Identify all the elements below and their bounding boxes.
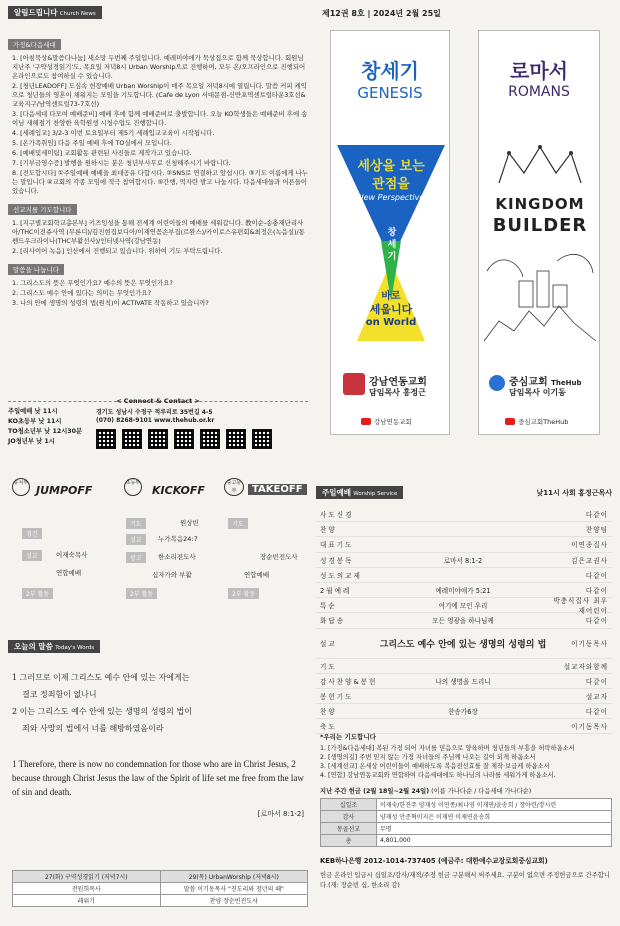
- worship-time: 낮11시 사회 홍정근목사: [536, 488, 612, 497]
- romans-builder: BUILDER: [492, 215, 588, 236]
- worship-item-leader: 다같이: [585, 708, 608, 717]
- worship-row: [316, 689, 612, 704]
- kids-label: 2부 활동: [228, 588, 259, 599]
- todays-words: [8, 640, 308, 819]
- issue-info: 제12권 8호 | 2024년 2월 25일: [322, 9, 441, 18]
- kids-take-title: 연합예배: [244, 571, 270, 579]
- kids-take-preacher: 장순빈전도사: [260, 553, 298, 561]
- romans-kingdom: KINGDOM: [495, 195, 585, 213]
- schedule-item: JO청년부 낮 1시: [8, 438, 55, 445]
- kids-label: 광고: [126, 552, 146, 563]
- worship-item-label: 성경봉독: [320, 556, 354, 565]
- worship-item-label: 봉헌기도: [320, 692, 354, 701]
- schedule-item: 주일예배 낮 11시: [8, 408, 58, 415]
- kids-label: 경건: [22, 528, 42, 539]
- worship-item-content: 모든 영광을 하나님께: [432, 617, 494, 626]
- worship-item-leader: 다같이: [585, 617, 608, 626]
- offering-total: 4,801,000: [377, 835, 612, 847]
- list-item: 2. [리사이어 녹음] 인산에서 진행되고 있습니다. 위하여 기도 부탁드립니다.: [12, 247, 223, 255]
- kickoff-title: KICKOFF: [152, 484, 205, 497]
- romans-youtube-link[interactable]: [505, 417, 568, 426]
- news-list: [8, 54, 308, 196]
- mission-list: [8, 219, 308, 256]
- prayer-item: 3. [세계선교] 온세상 어린이들이 예배하도록 복음전선효를 잘 제작·보급케 하옵소서: [320, 763, 550, 770]
- worship-item-label: 사도신경: [320, 511, 354, 520]
- bank-note: 헌금 온라인 입금시 십일조/감사/재적/주정 헌금 구분해서 써주세요. 구분이 없으면 주정헌금으로 간주합니다.(재: 장순빈 십, 한소리 감): [320, 872, 610, 889]
- kids-label: 기도: [126, 518, 146, 529]
- section-family-label: 가정&다음세대: [8, 39, 61, 50]
- list-item: 5. [온가족취임] 다음 주일 예배 후에 TO실에서 모입니다.: [12, 139, 172, 147]
- kids-jump-title: 연합예배: [56, 569, 82, 577]
- worship-row: [316, 597, 612, 616]
- crown-graphic: [479, 143, 601, 193]
- schedule-item: KO초등부 낮 11시: [8, 418, 62, 425]
- worship-item-label: 성도의교제: [320, 571, 362, 580]
- worship-item-leader: 설교자: [585, 692, 608, 701]
- genesis-line5: 세웁니다: [369, 303, 413, 316]
- kids-jump-tag: 유치부: [12, 478, 30, 496]
- genesis-banner: [330, 30, 450, 435]
- news-section1: [8, 39, 308, 50]
- worship-row: [316, 613, 612, 628]
- takeoff-title: TAKEOFF: [248, 484, 307, 495]
- offering-type: 총: [321, 835, 377, 847]
- prayer-item: 2. [생명의길] 주변 믿지 않는 가정 자녀들의 주님께 나오는 길이 되게 하옵소서: [320, 754, 536, 761]
- prayer-section: [320, 732, 612, 891]
- worship-item-label: 특순: [320, 602, 337, 611]
- youtube-icon: [361, 418, 371, 425]
- schedule-list: [8, 407, 88, 447]
- worship-row: [316, 674, 612, 689]
- qr-code-icon[interactable]: [122, 429, 142, 449]
- genesis-title-en: GENESIS: [357, 84, 423, 102]
- kids-section: [8, 478, 308, 608]
- kids-label: 설교: [22, 550, 42, 561]
- worship-header: [316, 486, 403, 499]
- genesis-line6: on World: [365, 317, 417, 328]
- news-header-title: 알림드립니다: [14, 8, 58, 17]
- worship-item-label: 2월예레: [320, 587, 352, 596]
- list-item: 6. [예배및세미팀] 교회활동 관련된 사진들로 제작가고 있습니다.: [12, 149, 192, 157]
- worship-item-label: 화답송: [320, 617, 346, 626]
- list-item: 3. [다음세대 다모여 예배준비] 예배 후에 함께 예배준비로 출발합니다. 오늘 KO학생들은 예배준비 후에 송이님 새해점기 찬양한 육학원생 시청수업도 진행합니다.: [12, 110, 308, 127]
- worship-item-label: 찬양: [320, 526, 337, 535]
- kids-kick-tag: 초등부: [124, 478, 142, 496]
- news-header-en: Church News: [59, 11, 96, 17]
- sharing-list: [8, 279, 308, 308]
- youtube-label: 강남연동교회: [374, 418, 412, 426]
- city-line-art: [479, 241, 601, 351]
- list-item: 8. [전도합시다] ①주일예배 예배을 최대공유 다합시다. ②SNS로 연결하고 앞섭시다. ③기도 이름에게 나누는 말입니다 ④교회의 각종 모임에 적극 참여합시다. ⑤간행, 먹자란 발고 나눕시다. 다음세대들과 어른들이 있습니다.: [12, 169, 308, 195]
- worship-item-label: 찬양: [320, 708, 337, 717]
- romans-church-name: 중심교회: [509, 377, 548, 388]
- bank-account: KEB하나은행 2012-1014-737405 (예금주: 대한예수교장로회중심교회): [320, 857, 548, 865]
- genesis-line4: 바로: [381, 291, 401, 302]
- worship-header-title: 주일예배: [322, 488, 351, 497]
- news-panel: [8, 6, 308, 309]
- list-item: 2. 그리스도 예수 안에 있다는 의미는 무엇인가요?: [12, 289, 151, 297]
- prayer-item: 1. [가정&다음세대] 복된 가정 되어 자녀를 믿음으로 양육하며 청년들의 부흥을 허락하옵소서: [320, 745, 575, 752]
- offering-names: 무명: [377, 823, 612, 835]
- worship-item-label: 대표기도: [320, 541, 354, 550]
- section-sharing-label: 말씀을 나눕니다: [8, 264, 64, 275]
- news-section3: [8, 264, 308, 275]
- week-header: 29(목) UrbanWorship (저녁8시): [160, 871, 308, 883]
- worship-item-content: 나의 생명을 드리니: [435, 677, 491, 686]
- verse-line: 죄와 사망의 법에서 너를 해방하였음이라: [22, 724, 164, 733]
- verse-line: 2 이는 그리스도 예수 안에 있는 생명의 성령의 법이: [12, 707, 192, 716]
- prayer-item: 4. [연합] 강남연동교회와 연합하여 다음세대에도 하나님의 나라를 세워가게 하옵소서.: [320, 772, 556, 779]
- worship-item-leader: 다같이: [585, 587, 608, 596]
- week-cell: 말씀 이기동목사 "진도리와 청년의 때": [160, 883, 308, 895]
- kids-kick-preacher: 한소리전도사: [158, 553, 196, 561]
- qr-code-icon[interactable]: [226, 429, 246, 449]
- kids-take-tag: 중고등부: [224, 478, 244, 496]
- offering-type: 몽골선교: [321, 823, 377, 835]
- worship-item-content: 여기에 모인 우리: [438, 602, 488, 611]
- offering-type: 십일조: [321, 799, 377, 811]
- romans-pastor: 담임목사 이기동: [509, 388, 566, 397]
- worship-item-leader: 다같이: [585, 677, 608, 686]
- kids-label: 2부 활동: [126, 588, 157, 599]
- worship-item-leader: 다같이: [585, 511, 608, 520]
- verse-line: 결코 정죄함이 없나니: [22, 690, 97, 699]
- worship-row: [316, 553, 612, 568]
- worship-item-label: 축도: [320, 723, 337, 732]
- news-section2: [8, 204, 308, 215]
- genesis-pastor: 담임목사 홍정근: [369, 388, 426, 397]
- worship-row: [316, 568, 612, 583]
- section-mission-label: 선교지를 기도합니다: [8, 204, 77, 215]
- list-item: 3. 나의 안에 생명의 성령의 법(원칙)이 ACTIVATE 작동하고 있습니까?: [12, 299, 209, 307]
- qr-code-icon[interactable]: [96, 429, 116, 449]
- worship-row: [316, 507, 612, 522]
- genesis-line3: New Perspective: [357, 193, 425, 202]
- week-cell: 레위기: [13, 895, 161, 907]
- verse-english: 1 Therefore, there is now no condemnation for those who are in Christ Jesus, 2 because through Christ Jesus the law of the Spirit of life set me free from the law of sin and death.: [12, 759, 304, 797]
- worship-row: [316, 537, 612, 552]
- week-schedule: [12, 870, 308, 907]
- offering-names: 양재성 안준혁이지은 이재연 이재연윤송희: [377, 811, 612, 823]
- worship-item-content: 예레미야애가 5:21: [435, 587, 491, 596]
- genesis-side: 창 세 기: [387, 228, 397, 262]
- worship-item-label: 감사찬양&봉헌: [320, 677, 378, 686]
- worship-item-leader: 설교자와함께: [563, 662, 608, 671]
- offering-note: (이름 가나다순 / 다음세대 가나다순): [431, 788, 532, 795]
- kids-kick-sermon: 십자가와 부활: [152, 571, 192, 579]
- youtube-label: 중심교회TheHub: [518, 418, 569, 426]
- news-header: [8, 6, 102, 19]
- genesis-title: 창세기: [361, 59, 419, 83]
- list-item: 7. [기부금영수증] 발행을 원하시는 분은 청년부사무로 신청해주시기 바랍니다.: [12, 159, 231, 167]
- youtube-icon: [505, 418, 515, 425]
- kids-kick-scripture: 누가복음24:7: [158, 535, 198, 543]
- qr-code-icon[interactable]: [252, 429, 272, 449]
- genesis-line1: 세상을 보는: [357, 159, 425, 174]
- church-phone: (070) 8268-9101 www.thehub.or.kr: [96, 417, 215, 424]
- worship-row: [316, 659, 612, 674]
- romans-banner: [478, 30, 600, 435]
- worship-item-leader: 이연종집사: [571, 541, 608, 550]
- list-item: 4. [세례입교] 3/2-3 이번 토요일부터 제5기 세례입교교육이 시작됩니다.: [12, 129, 215, 137]
- worship-item-leader: 박충식집사 최우재어린이: [553, 597, 608, 616]
- verse-reference: [로마서 8:1-2]: [257, 810, 304, 818]
- qr-code-icon[interactable]: [200, 429, 220, 449]
- offering-type: 감사: [321, 811, 377, 823]
- worship-row: [316, 522, 612, 537]
- church-cross-logo-icon: [343, 373, 365, 395]
- kids-kick-prayer: 원상빈: [180, 519, 199, 527]
- romans-title-en: ROMANS: [508, 84, 570, 100]
- week-header: 27(화) 구약성경읽기 (저녁7시): [13, 871, 161, 883]
- worship-row: [316, 629, 612, 659]
- jumpoff-title: JUMPOFF: [36, 484, 93, 497]
- offering-table: [320, 798, 612, 847]
- genesis-church-name: 강남연동교회: [369, 377, 427, 388]
- offering-header: 지난 주간 헌금 (2월 18일~2월 24일): [320, 788, 430, 795]
- qr-code-icon[interactable]: [174, 429, 194, 449]
- schedule-item: TO청소년부 낮 12시30분: [8, 428, 83, 435]
- week-cell: 찬양 장순빈전도사: [160, 895, 308, 907]
- worship-item-content: 그리스도 예수 안에 있는 생명의 성령의 법: [379, 639, 547, 650]
- worship-item-leader: 이기동목사: [571, 640, 608, 648]
- worship-item-content: 찬송가6장: [448, 708, 478, 717]
- offering-names: 이재숙/한진주 양재성 이연종/최나영 이재연/윤송희 / 장아련/장시련: [377, 799, 612, 811]
- worship-item-leader: 김은교권사: [571, 556, 608, 565]
- words-header-en: Today's Words: [55, 645, 95, 651]
- qr-codes: [96, 429, 272, 449]
- worship-item-content: 로마서 8:1-2: [443, 556, 483, 565]
- worship-item-leader: 찬양팀: [585, 526, 608, 535]
- romans-title: 로마서: [510, 59, 568, 83]
- romans-church-en: TheHub: [551, 379, 582, 387]
- kids-label: 2부 활동: [22, 588, 53, 599]
- worship-item-leader: 다같이: [585, 571, 608, 580]
- church-address: 경기도 성남시 수정구 적루리로 35번길 4-5: [96, 409, 213, 416]
- verse-line: 1 그러므로 이제 그리스도 예수 안에 있는 자에게는: [12, 673, 190, 682]
- week-cell: 전원희목사: [13, 883, 161, 895]
- words-korean: [8, 669, 308, 737]
- list-item: 2. [청년LEADOFF] 도심속 헌장예배 Urban Worship이 매주 목요일 저녁8시에 열립니다. 말씀 커피 케익으로 청년들의 영혼이 채워지는 모임을 기도합니다. (Cafe de Lyon 서대문점-신반포역센트럴타운3호선&교육지구/남역센트럴73-7호선): [12, 82, 307, 108]
- list-item: 1. [지구별교회학교총본부] 키즈잉성을 통해 전세계 어린이들의 예배를 세워갑니다. 教이순-송충재단리사아/THC이전쥬사역 (무론디)/김진현집보디아/이재연꼼손부집(르완스)/카이로스유편회&최정은(녹음실)/통쎈드우크라이나(THC부활선사)/인터넷사역(강남연동): [12, 219, 305, 245]
- worship-order: [316, 486, 612, 734]
- list-item: 1. [아침묵상&말씀다나눔] 새소망 두번째 주일입니다. 예레미야애가 묵상집으로 함께 묵상합니다. 회원님 지난주 '구약성경읽기'도, 목요일 저녁8시 Urban Worship으로 진행하며, 모두 온/오프라인으로 진행되어 온라인으로도 참여하실 수 있습니다.: [12, 54, 306, 80]
- contact-block: [8, 397, 308, 455]
- contact-header: < Connect & Contact >: [116, 397, 200, 405]
- genesis-youtube-link[interactable]: [361, 417, 412, 426]
- worship-item-label: 설교: [320, 640, 337, 648]
- kids-jump-preacher: 이재숙목사: [56, 551, 88, 559]
- words-header-title: 오늘의 말씀: [14, 642, 53, 651]
- hub-logo-icon: [489, 375, 505, 391]
- worship-item-leader: 이기동목사: [571, 723, 608, 732]
- genesis-line2: 관점을: [372, 177, 410, 192]
- worship-row: [316, 704, 612, 719]
- worship-header-en: Worship Service: [353, 491, 398, 497]
- words-header: [8, 640, 100, 653]
- kids-label: 설교: [126, 534, 146, 545]
- kids-label: 기도: [228, 518, 248, 529]
- qr-code-icon[interactable]: [148, 429, 168, 449]
- prayer-header: *우리는 기도합니다: [320, 733, 376, 741]
- list-item: 1. 그리스도의 뜻은 무엇인가요? 예수의 뜻은 무엇인가요?: [12, 279, 173, 287]
- worship-rows: [316, 507, 612, 734]
- worship-item-label: 기도: [320, 662, 337, 671]
